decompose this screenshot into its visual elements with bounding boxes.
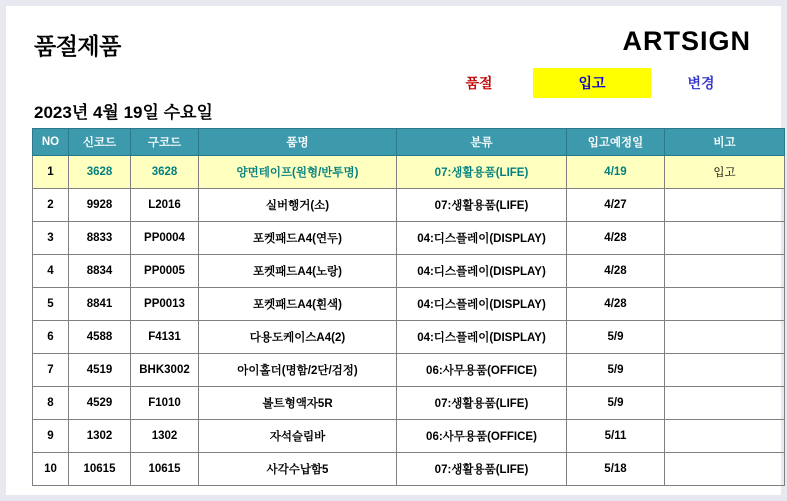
cell-newcode: 4529 (69, 387, 131, 420)
cell-newcode: 8841 (69, 288, 131, 321)
tab-byeongyeong[interactable]: 변경 (687, 75, 715, 91)
column-header-eta: 입고예정일 (567, 129, 665, 156)
cell-category: 07:생활용품(LIFE) (397, 387, 567, 420)
cell-oldcode: BHK3002 (131, 354, 199, 387)
cell-category: 06:사무용품(OFFICE) (397, 420, 567, 453)
table-row[interactable] (33, 354, 785, 387)
cell-name: 포켓패드A4(연두) (199, 222, 397, 255)
cell-newcode: 1302 (69, 420, 131, 453)
cell-oldcode: PP0005 (131, 255, 199, 288)
cell-newcode: 9928 (69, 189, 131, 222)
tab-ipgo[interactable]: 입고 (533, 68, 651, 98)
cell-eta: 5/18 (567, 453, 665, 486)
cell-eta: 5/9 (567, 321, 665, 354)
cell-eta: 5/9 (567, 354, 665, 387)
cell-oldcode: L2016 (131, 189, 199, 222)
cell-remark (665, 453, 785, 486)
cell-no: 7 (33, 354, 69, 387)
cell-newcode: 4588 (69, 321, 131, 354)
cell-name: 사각수납함5 (199, 453, 397, 486)
cell-category: 04:디스플레이(DISPLAY) (397, 321, 567, 354)
cell-remark (665, 387, 785, 420)
cell-newcode: 3628 (69, 156, 131, 189)
table-row[interactable] (33, 156, 785, 189)
cell-no: 6 (33, 321, 69, 354)
tab-poomjeol[interactable]: 품절 (465, 75, 493, 91)
page-title: 품절제품 (34, 33, 121, 59)
cell-oldcode: 1302 (131, 420, 199, 453)
cell-category: 07:생활용품(LIFE) (397, 453, 567, 486)
document-page (6, 6, 781, 495)
cell-remark (665, 420, 785, 453)
cell-category: 04:디스플레이(DISPLAY) (397, 222, 567, 255)
cell-no: 2 (33, 189, 69, 222)
column-header-newcode: 신코드 (69, 129, 131, 156)
cell-eta: 4/28 (567, 222, 665, 255)
table-row[interactable] (33, 420, 785, 453)
page-header (6, 6, 781, 121)
cell-category: 07:생활용품(LIFE) (397, 156, 567, 189)
cell-no: 4 (33, 255, 69, 288)
table-row[interactable] (33, 321, 785, 354)
products-table (32, 128, 785, 486)
cell-remark (665, 189, 785, 222)
cell-eta: 5/9 (567, 387, 665, 420)
cell-newcode: 8834 (69, 255, 131, 288)
cell-newcode: 4519 (69, 354, 131, 387)
cell-newcode: 10615 (69, 453, 131, 486)
table-row[interactable] (33, 189, 785, 222)
cell-newcode: 8833 (69, 222, 131, 255)
cell-eta: 5/11 (567, 420, 665, 453)
cell-name: 자석슬림바 (199, 420, 397, 453)
cell-eta: 4/27 (567, 189, 665, 222)
cell-no: 9 (33, 420, 69, 453)
date-line: 2023년 4월 19일 수요일 (34, 103, 213, 122)
cell-name: 포켓패드A4(흰색) (199, 288, 397, 321)
cell-remark (665, 255, 785, 288)
cell-category: 04:디스플레이(DISPLAY) (397, 288, 567, 321)
cell-name: 포켓패드A4(노랑) (199, 255, 397, 288)
column-header-remark: 비고 (665, 129, 785, 156)
cell-name: 볼트형액자5R (199, 387, 397, 420)
column-header-name: 품명 (199, 129, 397, 156)
cell-name: 실버행거(소) (199, 189, 397, 222)
cell-oldcode: 3628 (131, 156, 199, 189)
column-header-oldcode: 구코드 (131, 129, 199, 156)
column-header-category: 분류 (397, 129, 567, 156)
cell-name: 다용도케이스A4(2) (199, 321, 397, 354)
cell-no: 5 (33, 288, 69, 321)
cell-category: 06:사무용품(OFFICE) (397, 354, 567, 387)
table-row[interactable] (33, 387, 785, 420)
cell-eta: 4/28 (567, 255, 665, 288)
cell-oldcode: PP0004 (131, 222, 199, 255)
table-row[interactable] (33, 453, 785, 486)
cell-oldcode: PP0013 (131, 288, 199, 321)
cell-remark: 입고 (665, 156, 785, 189)
cell-eta: 4/19 (567, 156, 665, 189)
cell-category: 07:생활용품(LIFE) (397, 189, 567, 222)
table-header-row (33, 129, 785, 156)
cell-name: 아이홀더(명함/2단/검정) (199, 354, 397, 387)
table-row[interactable] (33, 255, 785, 288)
cell-remark (665, 222, 785, 255)
cell-remark (665, 321, 785, 354)
cell-no: 10 (33, 453, 69, 486)
table-row[interactable] (33, 288, 785, 321)
cell-no: 8 (33, 387, 69, 420)
tab-bar (425, 68, 751, 98)
brand-logo: ARTSIGN (622, 26, 751, 56)
cell-category: 04:디스플레이(DISPLAY) (397, 255, 567, 288)
cell-remark (665, 354, 785, 387)
cell-oldcode: F1010 (131, 387, 199, 420)
cell-oldcode: F4131 (131, 321, 199, 354)
column-header-no: NO (33, 129, 69, 156)
cell-eta: 4/28 (567, 288, 665, 321)
cell-remark (665, 288, 785, 321)
cell-no: 1 (33, 156, 69, 189)
cell-no: 3 (33, 222, 69, 255)
table-row[interactable] (33, 222, 785, 255)
cell-name: 양면테이프(원형/반투명) (199, 156, 397, 189)
cell-oldcode: 10615 (131, 453, 199, 486)
